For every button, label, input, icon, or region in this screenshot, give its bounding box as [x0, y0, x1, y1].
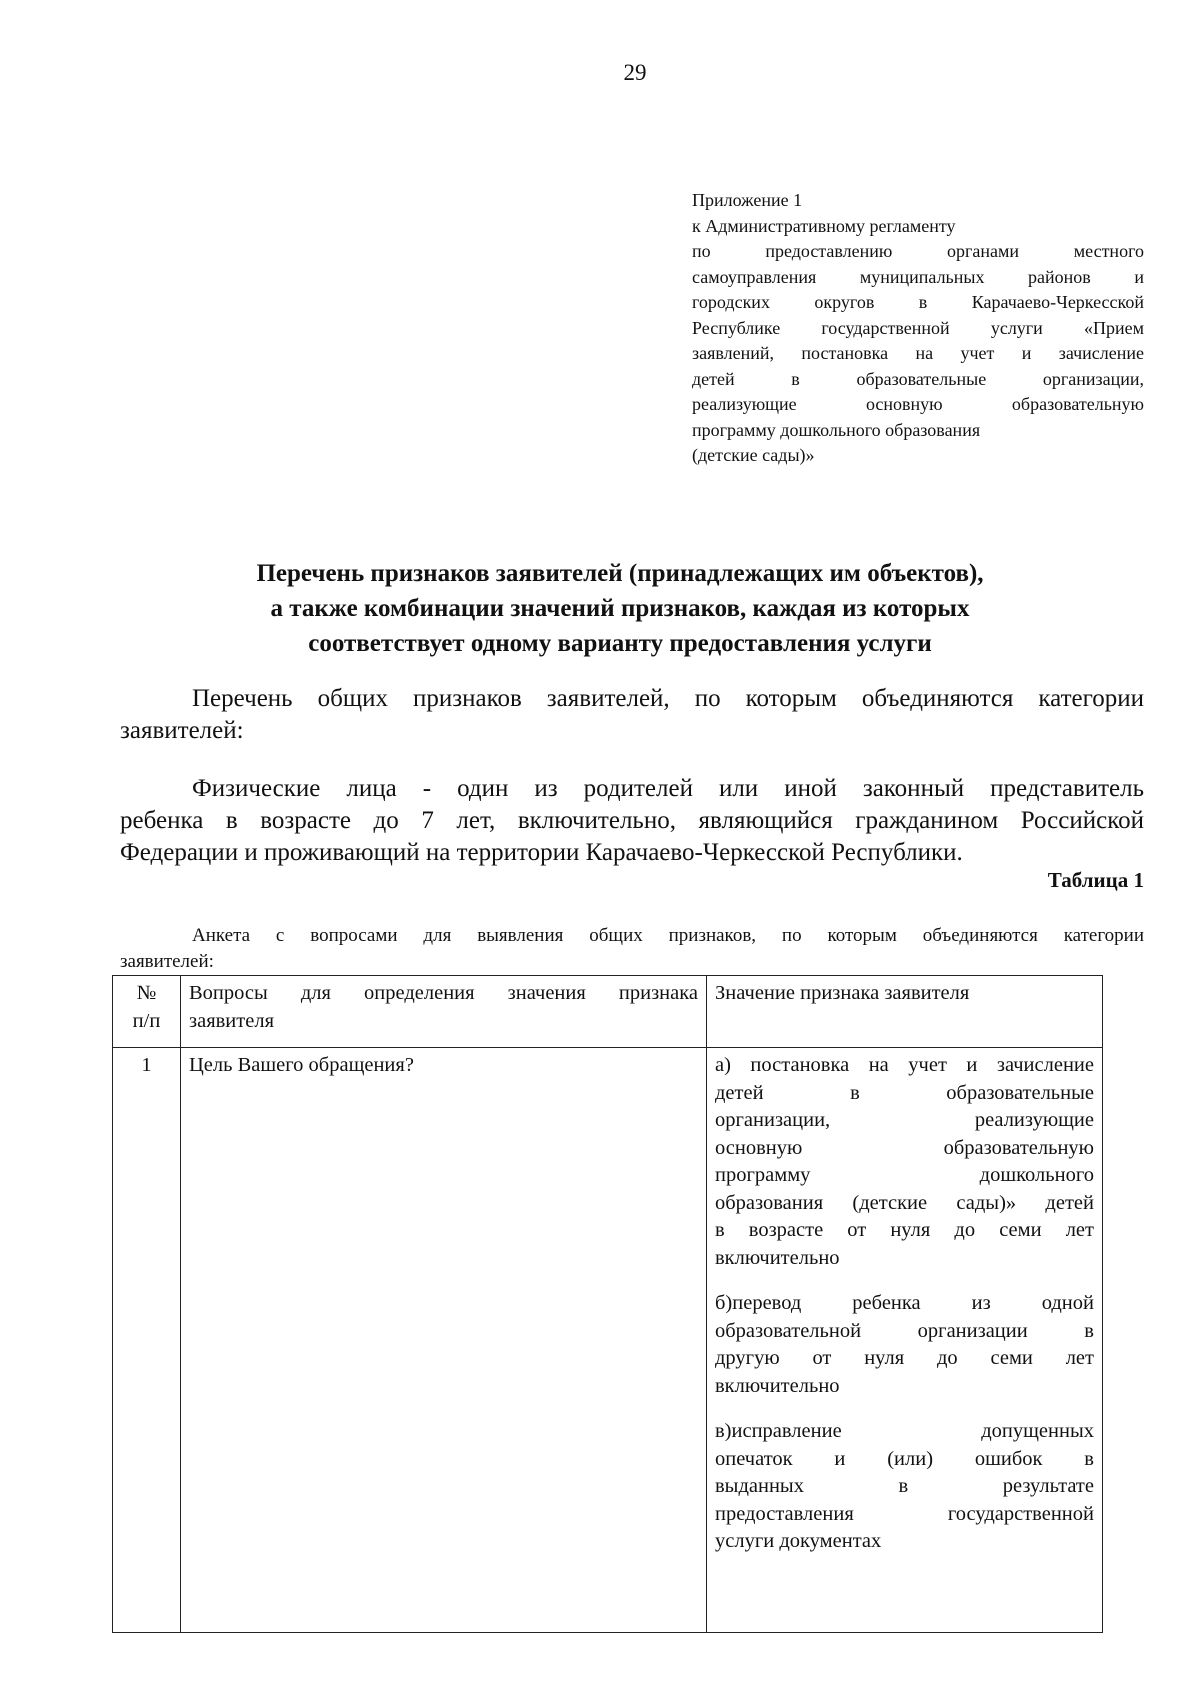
paragraph-general-criteria [120, 683, 1144, 747]
value-line: б)перевод ребенка из одной [715, 1292, 1094, 1314]
paragraph-line: Физические лица - один из родителей или иной законный представитель [192, 775, 1144, 802]
paragraph-line: заявителей: [120, 717, 244, 744]
table-row [113, 1048, 1103, 1633]
row-values [707, 1048, 1103, 1633]
title-line: соответствует одному варианту предоставления услуги [308, 630, 932, 657]
header-question-line: Вопросы для определения значения признака [189, 982, 698, 1004]
value-line: в)исправление допущенных [715, 1420, 1094, 1442]
appendix-line: Приложение 1 [692, 190, 803, 210]
paragraph-line: Перечень общих признаков заявителей, по которым объединяются категории [192, 685, 1144, 712]
table-label: Таблица 1 [1047, 868, 1144, 892]
value-line: включительно [715, 1246, 840, 1269]
appendix-line: программу дошкольного образования [692, 419, 981, 440]
page-number: 29 [623, 60, 647, 85]
value-line: предоставления государственной [715, 1502, 1094, 1525]
appendix-line: самоуправления муниципальных районов и [692, 266, 1144, 287]
row-num: 1 [113, 1048, 181, 1633]
appendix-line: (детские сады)» [692, 445, 815, 465]
value-line: образовательной организации в [715, 1319, 1094, 1342]
value-line: детей в образовательные [715, 1081, 1094, 1104]
appendix-line: Республике государственной услуги «Прием [692, 317, 1144, 338]
header-num-line: п/п [132, 1009, 161, 1032]
header-value: Значение признака заявителя [707, 976, 1103, 1048]
value-line: выданных в результате [715, 1475, 1094, 1497]
value-line: организации, реализующие [715, 1109, 1094, 1131]
paragraph-line: Федерации и проживающий на территории Карачаево-Черкесской Республики. [120, 839, 963, 866]
appendix-line: по предоставлению органами местного [692, 241, 1144, 261]
value-line: а) постановка на учет и зачисление [715, 1054, 1094, 1076]
value-line: в возрасте от нуля до семи лет [715, 1219, 1094, 1241]
header-question [181, 976, 707, 1048]
caption-line: заявителей: [120, 951, 214, 972]
value-line: программу дошкольного [715, 1164, 1094, 1186]
value-option-b [715, 1290, 1094, 1400]
paragraph-line: ребенка в возрасте до 7 лет, включительно, являющийся гражданином Российской [120, 807, 1144, 834]
value-line: образования (детские сады)» детей [715, 1191, 1094, 1214]
appendix-line: реализующие основную образовательную [692, 394, 1144, 414]
title-line: Перечень признаков заявителей (принадлежащих им объектов), [256, 560, 984, 587]
value-line: другую от нуля до семи лет [715, 1347, 1094, 1369]
header-num [113, 976, 181, 1048]
appendix-line: заявлений, постановка на учет и зачисление [692, 343, 1144, 363]
value-option-c [715, 1418, 1094, 1556]
value-line: основную образовательную [715, 1136, 1094, 1159]
row-question: Цель Вашего обращения? [181, 1048, 707, 1633]
caption-line: Анкета с вопросами для выявления общих признаков, по которым объединяются категории [192, 925, 1144, 946]
document-title [180, 556, 1060, 661]
appendix-line: городских округов в Карачаево-Черкесской [692, 292, 1144, 312]
value-option-a [715, 1052, 1094, 1272]
paragraph-individuals [120, 773, 1144, 869]
survey-table [112, 975, 1103, 1633]
appendix-line: к Административному регламенту [692, 215, 956, 236]
survey-caption [120, 923, 1144, 975]
header-num-line: № [136, 982, 157, 1004]
appendix-line: детей в образовательные организации, [692, 368, 1144, 389]
appendix-header [692, 188, 1144, 469]
title-line: а также комбинации значений признаков, каждая из которых [270, 595, 970, 622]
value-line: включительно [715, 1374, 840, 1397]
value-line: опечаток и (или) ошибок в [715, 1447, 1094, 1470]
value-line: услуги документах [715, 1530, 882, 1552]
header-question-line: заявителя [189, 1009, 274, 1032]
table-header-row [113, 976, 1103, 1048]
